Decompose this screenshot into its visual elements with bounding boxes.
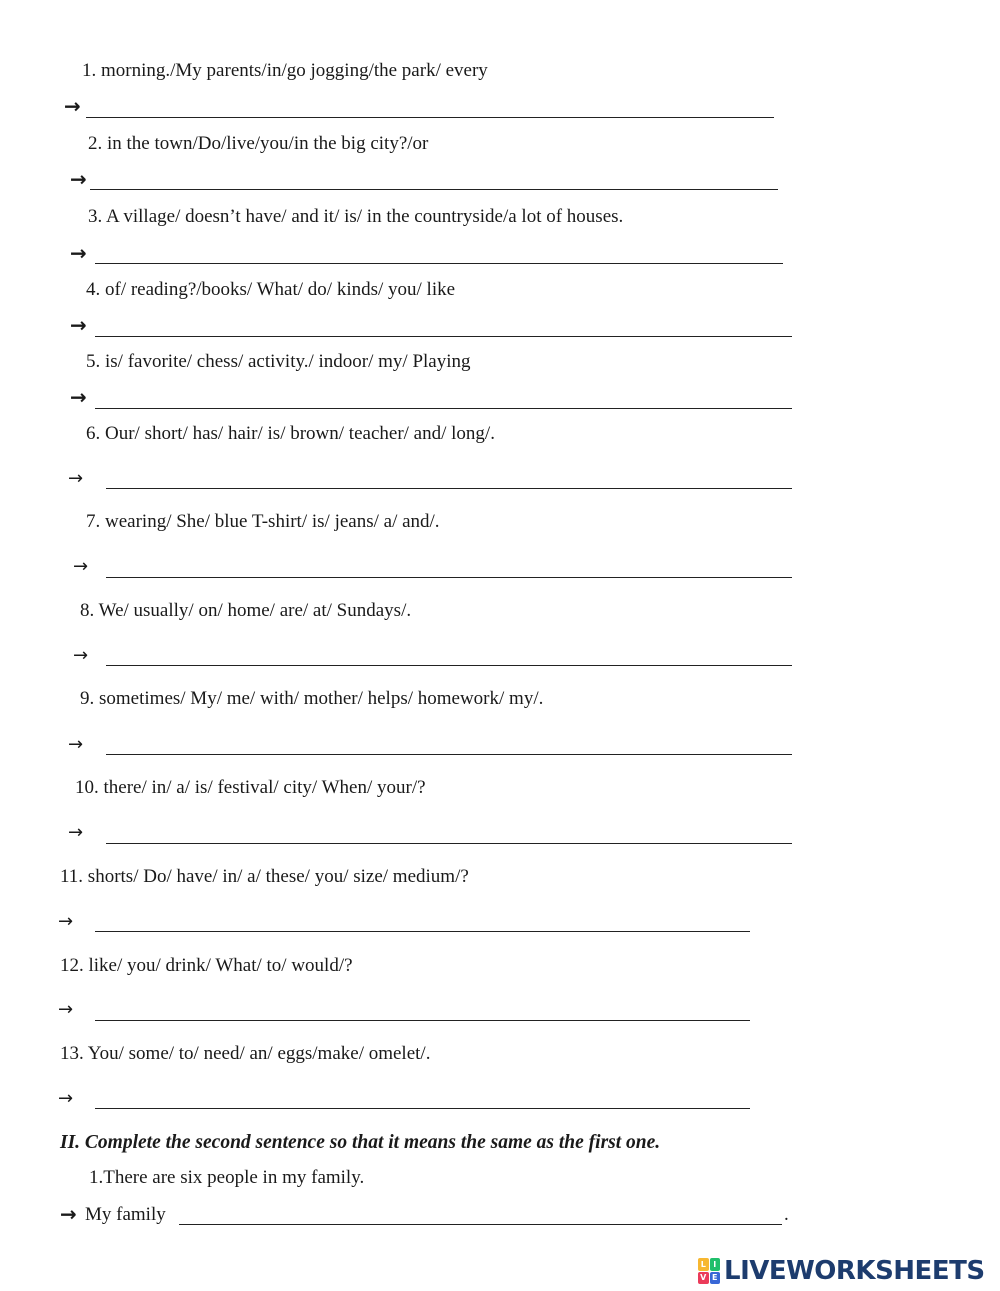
arrow-icon: →	[64, 94, 81, 118]
item-5-answer-line[interactable]	[95, 408, 792, 409]
item-8-answer-line[interactable]	[106, 665, 792, 666]
section-two-item-1-start: My family	[85, 1204, 166, 1225]
arrow-icon: →	[70, 241, 87, 265]
item-10-prompt: 10. there/ in/ a/ is/ festival/ city/ When/ your/?	[75, 777, 426, 798]
arrow-icon: →	[70, 313, 87, 337]
liveworksheets-logo	[698, 1256, 985, 1286]
section-two-item-1-prompt: 1.There are six people in my family.	[89, 1167, 365, 1188]
arrow-icon: →	[68, 822, 84, 843]
arrow-icon: →	[70, 167, 87, 191]
item-6-prompt: 6. Our/ short/ has/ hair/ is/ brown/ teacher/ and/ long/.	[86, 423, 495, 444]
item-13-answer-line[interactable]	[95, 1108, 750, 1109]
arrow-icon: →	[58, 911, 74, 932]
item-6-answer-line[interactable]	[106, 488, 792, 489]
section-two-item-1-answer-line[interactable]	[179, 1224, 782, 1225]
item-10-answer-line[interactable]	[106, 843, 792, 844]
section-two-item-1-end: .	[784, 1204, 789, 1225]
arrow-icon: →	[73, 645, 89, 666]
item-3-answer-line[interactable]	[95, 263, 783, 264]
arrow-icon: →	[70, 385, 87, 409]
item-2-prompt: 2. in the town/Do/live/you/in the big city?/or	[88, 133, 429, 154]
section-two-heading: II. Complete the second sentence so that it means the same as the first one.	[60, 1132, 661, 1153]
item-4-prompt: 4. of/ reading?/books/ What/ do/ kinds/ you/ like	[86, 279, 456, 300]
item-3-prompt: 3. A village/ doesn’t have/ and it/ is/ in the countryside/a lot of houses.	[88, 206, 624, 227]
item-1-answer-line[interactable]	[86, 117, 774, 118]
item-12-answer-line[interactable]	[95, 1020, 750, 1021]
item-13-prompt: 13. You/ some/ to/ need/ an/ eggs/make/ omelet/.	[60, 1043, 431, 1064]
item-7-answer-line[interactable]	[106, 577, 792, 578]
item-11-prompt: 11. shorts/ Do/ have/ in/ a/ these/ you/ size/ medium/?	[60, 866, 469, 887]
logo-text: LIVEWORKSHEETS	[724, 1256, 985, 1286]
arrow-icon: →	[73, 556, 89, 577]
logo-badge-icon: L I V E	[698, 1258, 720, 1284]
arrow-icon: →	[60, 1202, 77, 1226]
item-12-prompt: 12. like/ you/ drink/ What/ to/ would/?	[60, 955, 353, 976]
arrow-icon: →	[58, 999, 74, 1020]
arrow-icon: →	[68, 468, 84, 489]
item-9-answer-line[interactable]	[106, 754, 792, 755]
arrow-icon: →	[58, 1088, 74, 1109]
item-1-prompt: 1. morning./My parents/in/go jogging/the park/ every	[82, 60, 488, 81]
item-7-prompt: 7. wearing/ She/ blue T-shirt/ is/ jeans/ a/ and/.	[86, 511, 440, 532]
item-9-prompt: 9. sometimes/ My/ me/ with/ mother/ helps/ homework/ my/.	[80, 688, 544, 709]
item-2-answer-line[interactable]	[90, 189, 778, 190]
item-11-answer-line[interactable]	[95, 931, 750, 932]
item-8-prompt: 8. We/ usually/ on/ home/ are/ at/ Sundays/.	[80, 600, 412, 621]
arrow-icon: →	[68, 734, 84, 755]
item-4-answer-line[interactable]	[95, 336, 792, 337]
item-5-prompt: 5. is/ favorite/ chess/ activity./ indoor/ my/ Playing	[86, 351, 471, 372]
